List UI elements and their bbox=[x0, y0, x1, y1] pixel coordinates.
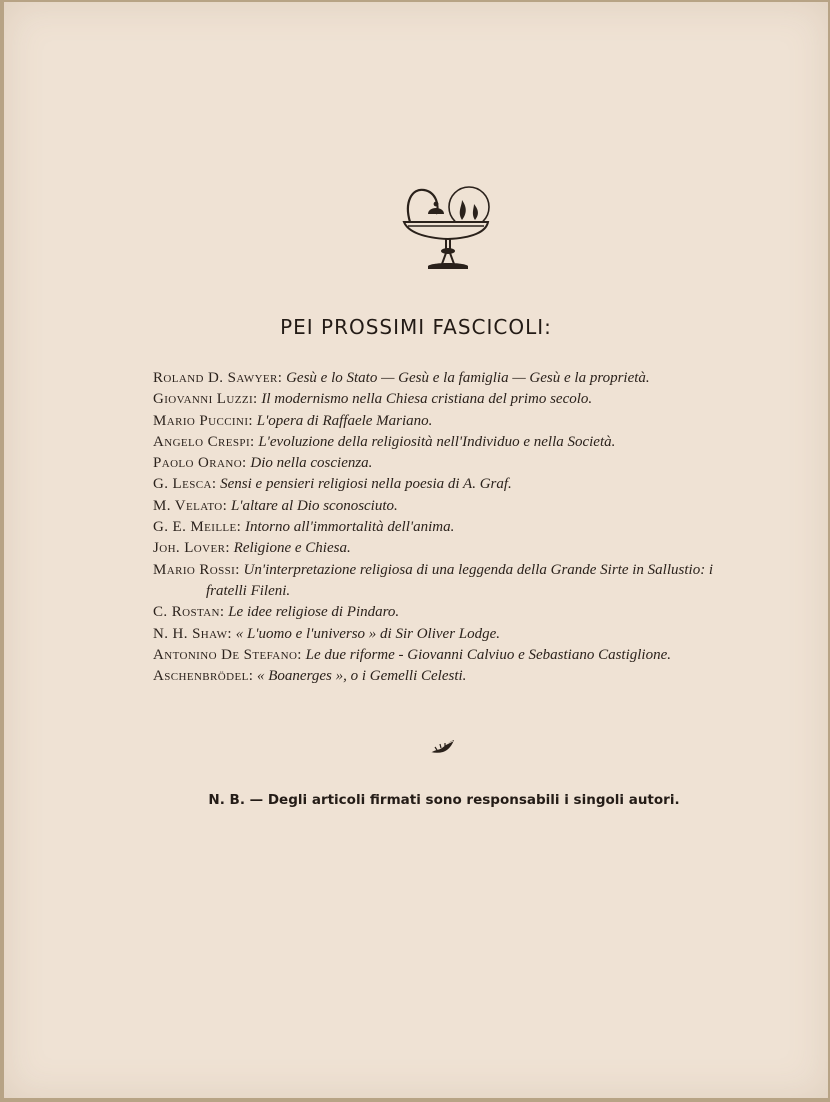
entry-author: Giovanni Luzzi: bbox=[153, 391, 258, 408]
entry-title: Un'interpretazione religiosa di una leggenda della Grande Sirte in Sallustio: i fratelli Fileni. bbox=[206, 561, 714, 599]
entry-author: Angelo Crespi: bbox=[153, 433, 255, 450]
entry-author: Mario Rossi: bbox=[153, 561, 240, 578]
list-item bbox=[153, 474, 743, 495]
entry-title: L'altare al Dio sconosciuto. bbox=[230, 497, 398, 514]
list-item bbox=[153, 602, 743, 623]
page-heading: PEI PROSSIMI FASCICOLI: bbox=[280, 315, 552, 339]
entry-title: Dio nella coscienza. bbox=[250, 455, 373, 472]
list-item bbox=[153, 538, 743, 559]
entry-author: Roland D. Sawyer: bbox=[153, 370, 283, 386]
entry-author: G. E. Meille: bbox=[153, 519, 242, 536]
list-item bbox=[153, 560, 743, 603]
entry-author: Joh. Lover: bbox=[153, 540, 230, 557]
entry-author: G. Lesca: bbox=[153, 476, 217, 493]
entry-author: Mario Puccini: bbox=[153, 412, 253, 429]
entry-title: Le idee religiose di Pindaro. bbox=[228, 604, 400, 621]
entry-title: Gesù e lo Stato — Gesù e la famiglia — Gesù e la proprietà. bbox=[286, 370, 650, 386]
editorial-note: N. B. — Degli articoli firmati sono responsabili i singoli autori. bbox=[208, 792, 680, 808]
document-page bbox=[4, 2, 828, 1098]
entry-title: L'evoluzione della religiosità nell'Individuo e nella Società. bbox=[258, 433, 616, 450]
list-item bbox=[153, 666, 743, 687]
entry-title: Sensi e pensieri religiosi nella poesia di A. Graf. bbox=[220, 476, 512, 493]
leaf-ornament-icon bbox=[429, 738, 455, 756]
entry-title: « Boanerges », o i Gemelli Celesti. bbox=[257, 668, 467, 685]
list-item bbox=[153, 517, 743, 538]
entry-title: Intorno all'immortalità dell'anima. bbox=[245, 519, 455, 536]
list-item bbox=[153, 496, 743, 517]
entry-author: Paolo Orano: bbox=[153, 455, 247, 472]
entry-title: « L'uomo e l'universo » di Sir Oliver Lodge. bbox=[235, 625, 501, 642]
oil-lamp-ornament-icon bbox=[402, 184, 492, 272]
list-item bbox=[153, 389, 743, 410]
entry-author: Antonino De Stefano: bbox=[153, 646, 302, 663]
list-item bbox=[153, 645, 743, 666]
list-item bbox=[153, 624, 743, 645]
entry-author: Aschenbrödel: bbox=[153, 668, 254, 685]
entry-title: L'opera di Raffaele Mariano. bbox=[256, 412, 433, 429]
entry-author: N. H. Shaw: bbox=[153, 625, 232, 642]
list-item bbox=[153, 368, 743, 389]
entry-title: Le due riforme - Giovanni Calviuo e Sebastiano Castiglione. bbox=[305, 646, 672, 663]
list-item bbox=[153, 411, 743, 432]
entry-author: C. Rostan: bbox=[153, 604, 225, 621]
entry-title: Religione e Chiesa. bbox=[233, 540, 351, 557]
list-item bbox=[153, 432, 743, 453]
entry-author: M. Velato: bbox=[153, 497, 228, 514]
entry-title: Il modernismo nella Chiesa cristiana del primo secolo. bbox=[261, 391, 593, 408]
list-item bbox=[153, 453, 743, 474]
upcoming-articles-list bbox=[153, 368, 743, 687]
